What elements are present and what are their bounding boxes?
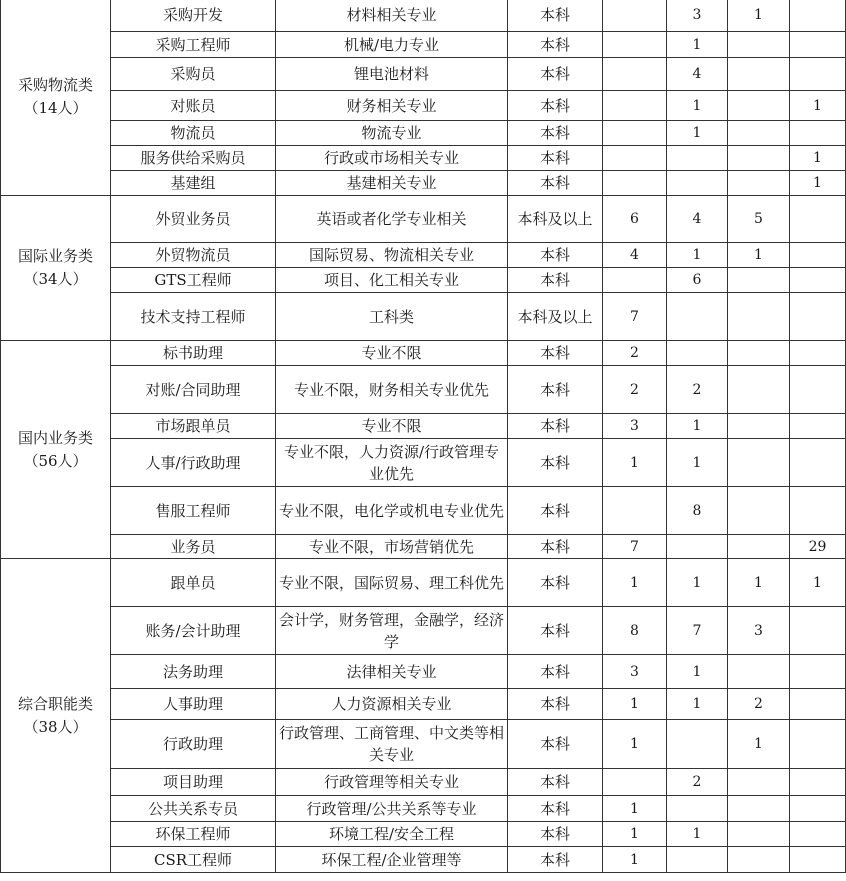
degree-cell: 本科及以上 xyxy=(508,196,603,243)
count-cell xyxy=(728,439,790,487)
count-cell: 1 xyxy=(728,720,790,769)
count-cell xyxy=(728,91,790,121)
count-cell xyxy=(790,366,846,414)
count-cell xyxy=(667,535,728,559)
degree-cell: 本科 xyxy=(508,822,603,847)
count-cell xyxy=(667,720,728,769)
count-cell: 8 xyxy=(603,607,667,655)
count-cell: 4 xyxy=(667,58,728,91)
position-cell: 对账/合同助理 xyxy=(111,366,276,414)
count-cell xyxy=(790,58,846,91)
major-cell: 英语或者化学专业相关 xyxy=(276,196,508,243)
count-cell: 1 xyxy=(603,439,667,487)
count-cell xyxy=(667,171,728,196)
major-cell: 行政或市场相关专业 xyxy=(276,146,508,171)
count-cell xyxy=(728,366,790,414)
count-cell: 1 xyxy=(667,32,728,58)
count-cell: 2 xyxy=(667,366,728,414)
count-cell: 2 xyxy=(603,366,667,414)
degree-cell: 本科 xyxy=(508,655,603,689)
position-cell: 服务供给采购员 xyxy=(111,146,276,171)
major-cell: 国际贸易、物流相关专业 xyxy=(276,243,508,268)
degree-cell: 本科 xyxy=(508,720,603,769)
position-cell: 外贸物流员 xyxy=(111,243,276,268)
category-cell: 国内业务类（56人） xyxy=(1,341,111,559)
count-cell xyxy=(667,796,728,822)
major-cell: 工科类 xyxy=(276,293,508,341)
count-cell: 1 xyxy=(728,0,790,32)
position-cell: 人事助理 xyxy=(111,689,276,720)
count-cell: 1 xyxy=(667,655,728,689)
count-cell xyxy=(790,32,846,58)
major-cell: 基建相关专业 xyxy=(276,171,508,196)
table-row xyxy=(1,243,846,268)
table-row xyxy=(1,796,846,822)
count-cell: 4 xyxy=(603,243,667,268)
position-cell: 账务/会计助理 xyxy=(111,607,276,655)
table-row xyxy=(1,487,846,535)
count-cell xyxy=(728,121,790,146)
count-cell xyxy=(790,655,846,689)
category-cell: 采购物流类（14人） xyxy=(1,0,111,196)
table-row xyxy=(1,293,846,341)
count-cell xyxy=(728,171,790,196)
table-row xyxy=(1,655,846,689)
count-cell: 5 xyxy=(728,196,790,243)
degree-cell: 本科 xyxy=(508,0,603,32)
count-cell: 7 xyxy=(603,535,667,559)
count-cell: 1 xyxy=(667,91,728,121)
position-cell: 标书助理 xyxy=(111,341,276,366)
count-cell xyxy=(667,847,728,873)
major-cell: 专业不限，电化学或机电专业优先 xyxy=(276,487,508,535)
count-cell: 1 xyxy=(667,689,728,720)
position-cell: 人事/行政助理 xyxy=(111,439,276,487)
position-cell: 外贸业务员 xyxy=(111,196,276,243)
count-cell: 1 xyxy=(667,121,728,146)
position-cell: 物流员 xyxy=(111,121,276,146)
table-row xyxy=(1,366,846,414)
position-cell: 法务助理 xyxy=(111,655,276,689)
major-cell: 专业不限，市场营销优先 xyxy=(276,535,508,559)
count-cell xyxy=(790,822,846,847)
table-row xyxy=(1,196,846,243)
table-row xyxy=(1,171,846,196)
table-row xyxy=(1,32,846,58)
count-cell: 1 xyxy=(667,243,728,268)
count-cell xyxy=(728,268,790,293)
count-cell: 7 xyxy=(667,607,728,655)
major-cell: 法律相关专业 xyxy=(276,655,508,689)
degree-cell: 本科 xyxy=(508,796,603,822)
count-cell xyxy=(728,796,790,822)
count-cell: 1 xyxy=(790,146,846,171)
position-cell: 采购员 xyxy=(111,58,276,91)
category-cell: 综合职能类（38人） xyxy=(1,559,111,873)
position-cell: CSR工程师 xyxy=(111,847,276,873)
degree-cell: 本科 xyxy=(508,414,603,439)
table-body xyxy=(1,0,846,873)
count-cell: 29 xyxy=(790,535,846,559)
count-cell xyxy=(603,769,667,796)
degree-cell: 本科 xyxy=(508,243,603,268)
count-cell xyxy=(790,268,846,293)
major-cell: 项目、化工相关专业 xyxy=(276,268,508,293)
degree-cell: 本科 xyxy=(508,171,603,196)
major-cell: 机械/电力专业 xyxy=(276,32,508,58)
count-cell: 3 xyxy=(728,607,790,655)
table-row xyxy=(1,847,846,873)
major-cell: 环境工程/安全工程 xyxy=(276,822,508,847)
count-cell xyxy=(728,146,790,171)
count-cell: 1 xyxy=(728,243,790,268)
major-cell: 专业不限，财务相关专业优先 xyxy=(276,366,508,414)
count-cell xyxy=(790,487,846,535)
position-cell: 行政助理 xyxy=(111,720,276,769)
table-row xyxy=(1,268,846,293)
count-cell: 7 xyxy=(603,293,667,341)
count-cell: 1 xyxy=(603,847,667,873)
table-row xyxy=(1,58,846,91)
count-cell: 3 xyxy=(603,414,667,439)
count-cell xyxy=(728,847,790,873)
position-cell: 技术支持工程师 xyxy=(111,293,276,341)
count-cell: 4 xyxy=(667,196,728,243)
count-cell: 1 xyxy=(790,559,846,607)
count-cell xyxy=(728,655,790,689)
position-cell: 项目助理 xyxy=(111,769,276,796)
count-cell xyxy=(667,341,728,366)
count-cell: 6 xyxy=(603,196,667,243)
degree-cell: 本科 xyxy=(508,146,603,171)
count-cell xyxy=(603,121,667,146)
count-cell: 2 xyxy=(728,689,790,720)
count-cell: 1 xyxy=(603,822,667,847)
count-cell xyxy=(728,293,790,341)
count-cell: 1 xyxy=(603,720,667,769)
count-cell xyxy=(790,607,846,655)
degree-cell: 本科 xyxy=(508,535,603,559)
position-cell: 环保工程师 xyxy=(111,822,276,847)
major-cell: 材料相关专业 xyxy=(276,0,508,32)
degree-cell: 本科 xyxy=(508,58,603,91)
count-cell xyxy=(603,32,667,58)
count-cell xyxy=(790,769,846,796)
degree-cell: 本科 xyxy=(508,366,603,414)
count-cell xyxy=(790,243,846,268)
count-cell: 1 xyxy=(603,559,667,607)
major-cell: 专业不限，国际贸易、理工科优先 xyxy=(276,559,508,607)
count-cell xyxy=(790,0,846,32)
degree-cell: 本科 xyxy=(508,32,603,58)
major-cell: 锂电池材料 xyxy=(276,58,508,91)
count-cell xyxy=(667,293,728,341)
count-cell xyxy=(790,796,846,822)
count-cell: 6 xyxy=(667,268,728,293)
table-row xyxy=(1,769,846,796)
count-cell xyxy=(667,146,728,171)
major-cell: 物流专业 xyxy=(276,121,508,146)
position-cell: 对账员 xyxy=(111,91,276,121)
major-cell: 行政管理、工商管理、中文类等相关专业 xyxy=(276,720,508,769)
table-row xyxy=(1,0,846,32)
category-cell: 国际业务类（34人） xyxy=(1,196,111,341)
major-cell: 人力资源相关专业 xyxy=(276,689,508,720)
count-cell xyxy=(790,293,846,341)
count-cell xyxy=(728,32,790,58)
count-cell xyxy=(790,121,846,146)
count-cell xyxy=(790,196,846,243)
degree-cell: 本科 xyxy=(508,559,603,607)
degree-cell: 本科 xyxy=(508,769,603,796)
count-cell xyxy=(790,689,846,720)
count-cell xyxy=(728,535,790,559)
table-row xyxy=(1,341,846,366)
position-cell: GTS工程师 xyxy=(111,268,276,293)
count-cell xyxy=(728,487,790,535)
major-cell: 环保工程/企业管理等 xyxy=(276,847,508,873)
count-cell: 1 xyxy=(667,559,728,607)
count-cell xyxy=(790,341,846,366)
count-cell xyxy=(603,171,667,196)
count-cell xyxy=(603,268,667,293)
degree-cell: 本科 xyxy=(508,268,603,293)
table-row xyxy=(1,91,846,121)
table-row xyxy=(1,822,846,847)
table-row xyxy=(1,535,846,559)
count-cell: 1 xyxy=(667,822,728,847)
degree-cell: 本科 xyxy=(508,121,603,146)
count-cell xyxy=(603,58,667,91)
count-cell: 1 xyxy=(667,414,728,439)
count-cell xyxy=(728,822,790,847)
count-cell xyxy=(603,0,667,32)
table-row xyxy=(1,689,846,720)
count-cell xyxy=(728,58,790,91)
position-cell: 采购工程师 xyxy=(111,32,276,58)
degree-cell: 本科 xyxy=(508,487,603,535)
count-cell: 3 xyxy=(603,655,667,689)
degree-cell: 本科 xyxy=(508,91,603,121)
count-cell: 1 xyxy=(790,91,846,121)
table-row xyxy=(1,414,846,439)
position-cell: 业务员 xyxy=(111,535,276,559)
position-cell: 市场跟单员 xyxy=(111,414,276,439)
major-cell: 会计学，财务管理，金融学，经济学 xyxy=(276,607,508,655)
count-cell xyxy=(790,439,846,487)
position-cell: 采购开发 xyxy=(111,0,276,32)
table-row xyxy=(1,439,846,487)
table-row xyxy=(1,121,846,146)
count-cell: 1 xyxy=(728,559,790,607)
major-cell: 行政管理/公共关系等专业 xyxy=(276,796,508,822)
count-cell xyxy=(728,414,790,439)
count-cell: 1 xyxy=(667,439,728,487)
major-cell: 财务相关专业 xyxy=(276,91,508,121)
count-cell xyxy=(603,487,667,535)
count-cell: 1 xyxy=(603,796,667,822)
table-row xyxy=(1,720,846,769)
position-cell: 售服工程师 xyxy=(111,487,276,535)
count-cell xyxy=(728,769,790,796)
count-cell xyxy=(790,720,846,769)
table-row xyxy=(1,607,846,655)
table-row xyxy=(1,146,846,171)
position-cell: 跟单员 xyxy=(111,559,276,607)
count-cell xyxy=(790,847,846,873)
table-row xyxy=(1,559,846,607)
count-cell: 2 xyxy=(603,341,667,366)
degree-cell: 本科及以上 xyxy=(508,293,603,341)
count-cell: 1 xyxy=(603,689,667,720)
degree-cell: 本科 xyxy=(508,607,603,655)
count-cell xyxy=(603,91,667,121)
degree-cell: 本科 xyxy=(508,847,603,873)
count-cell: 3 xyxy=(667,0,728,32)
major-cell: 专业不限 xyxy=(276,341,508,366)
count-cell xyxy=(790,414,846,439)
count-cell: 2 xyxy=(667,769,728,796)
major-cell: 专业不限，人力资源/行政管理专业优先 xyxy=(276,439,508,487)
position-cell: 基建组 xyxy=(111,171,276,196)
degree-cell: 本科 xyxy=(508,689,603,720)
degree-cell: 本科 xyxy=(508,341,603,366)
count-cell: 8 xyxy=(667,487,728,535)
degree-cell: 本科 xyxy=(508,439,603,487)
position-cell: 公共关系专员 xyxy=(111,796,276,822)
major-cell: 行政管理等相关专业 xyxy=(276,769,508,796)
count-cell: 1 xyxy=(790,171,846,196)
count-cell xyxy=(728,341,790,366)
count-cell xyxy=(603,146,667,171)
major-cell: 专业不限 xyxy=(276,414,508,439)
